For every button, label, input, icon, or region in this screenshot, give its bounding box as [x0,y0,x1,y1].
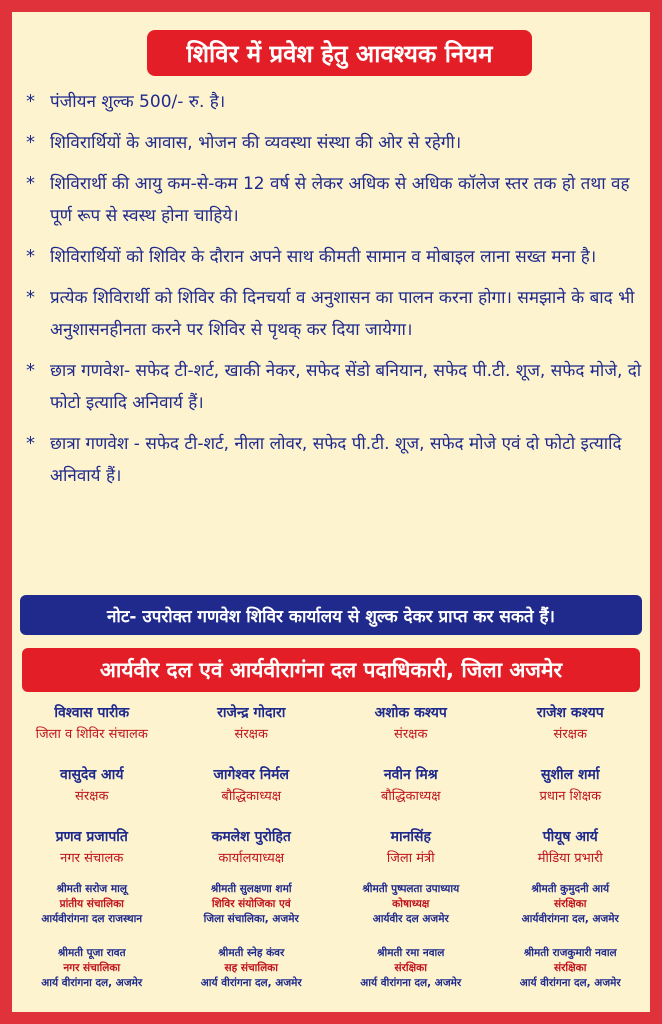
office-bearer [491,702,651,764]
bullet-asterisk-icon: * [26,287,35,308]
women-bearers-grid [12,882,650,1010]
bearer-role: कार्यालयाध्यक्ष [218,851,285,866]
bearer-name: वासुदेव आर्य [60,767,124,783]
bearer-org: आर्य वीरांगना दल, अजमेर [200,977,302,989]
office-bearers-grid [12,702,650,888]
women-bearer [12,946,172,1010]
bearer-role: जिला मंत्री [386,851,435,866]
bearer-name: राजेन्द्र गोदारा [217,705,286,721]
bearer-name: श्रीमती स्नेह कंवर [218,947,285,959]
women-bearer [12,882,172,946]
office-bearer [172,764,332,826]
bearer-name: श्रीमती कुमुदनी आर्य [531,883,610,895]
office-bearer [12,702,172,764]
office-bearers-heading: आर्यवीर दल एवं आर्यवीरागंना दल पदाधिकारी, जिला अजमेर [22,648,640,692]
office-bearer [172,702,332,764]
bearer-org: आर्यवीरांगना दल, अजमेर [521,913,619,925]
bearer-name: राजेश कश्यप [536,705,604,721]
rule-item [22,241,646,273]
office-bearer [331,764,491,826]
office-bearer [172,826,332,888]
bearer-name: जागेश्वर निर्मल [213,767,289,783]
bearer-role: शिविर संयोजिका एवं [211,898,291,910]
bearer-role: नगर संचालक [60,851,124,866]
bearer-role: जिला व शिविर संचालक [35,727,148,742]
bearer-role: संरक्षक [394,727,428,742]
bearer-name: विश्वास पारीक [54,705,130,721]
bearer-role: नगर संचालिका [63,962,121,974]
bullet-asterisk-icon: * [26,132,35,153]
poster [12,12,650,1012]
bearer-org: जिला संचालिका, अजमेर [203,913,299,925]
bearer-role: संरक्षिका [394,962,427,974]
office-bearer [12,826,172,888]
bullet-asterisk-icon: * [26,246,35,267]
bearer-name: पीयूष आर्य [542,829,598,845]
rule-text: शिविरार्थियों को शिविर के दौरान अपने साथ कीमती सामान व मोबाइल लाना सख्त मना है। [50,247,597,267]
bullet-asterisk-icon: * [26,173,35,194]
rule-item [22,168,646,232]
office-bearer [491,826,651,888]
rule-item [22,282,646,346]
bearer-role: संरक्षक [75,789,109,804]
women-bearer [491,882,651,946]
bearer-role: संरक्षक [234,727,268,742]
bearer-name: अशोक कश्यप [374,705,447,721]
bearer-name: सुशील शर्मा [541,767,600,783]
bearer-role: कोषाध्यक्ष [392,898,430,910]
bearer-name: श्रीमती सुलक्षणा शर्मा [210,883,292,895]
bearer-role: संरक्षिका [554,898,587,910]
bullet-asterisk-icon: * [26,91,35,112]
bearer-role: प्रधान शिक्षक [539,789,602,804]
bearer-name: श्रीमती पूजा रावत [57,947,126,959]
bearer-role: संरक्षिका [554,962,587,974]
bearer-org: आर्य वीरांगना दल, अजमेर [41,977,143,989]
bearer-name: श्रीमती सरोज मालू [56,883,127,895]
bearer-name: नवीन मिश्र [383,767,438,783]
rule-text: पंजीयन शुल्क 500/- रु. है। [50,92,226,112]
rule-item [22,355,646,419]
page-title: शिविर में प्रवेश हेतु आवश्यक नियम [147,30,532,76]
women-bearer [331,946,491,1010]
women-bearer [491,946,651,1010]
bearer-role: मीडिया प्रभारी [537,851,603,866]
rule-text: शिविरार्थियों के आवास, भोजन की व्यवस्था संस्था की ओर से रहेगी। [50,133,462,153]
bearer-role: संरक्षक [553,727,587,742]
bearer-role: बौद्धिकाध्यक्ष [221,789,282,804]
bullet-asterisk-icon: * [26,360,35,381]
women-bearer [172,946,332,1010]
rule-item [22,127,646,159]
bearer-name: श्रीमती रमा नवाल [377,947,445,959]
rule-text: छात्रा गणवेश - सफेद टी-शर्ट, नीला लोवर, सफेद पी.टी. शूज, सफेद मोजे एवं दो फोटो इत्यादि अनिवार्य हैं। [50,434,622,486]
rule-text: शिविरार्थी की आयु कम-से-कम 12 वर्ष से लेकर अधिक से अधिक कॉलेज स्तर तक हो तथा वह पूर्ण रूप से स्वस्थ होना चाहिये। [50,174,630,226]
office-bearer [331,826,491,888]
rule-item [22,86,646,118]
bearer-name: श्रीमती पुष्पलता उपाध्याय [362,883,460,895]
bearer-org: आर्यवीर दल अजमेर [372,913,449,925]
bearer-org: आर्य वीरांगना दल, अजमेर [360,977,462,989]
women-bearer [172,882,332,946]
bearer-name: श्रीमती राजकुमारी नवाल [523,947,617,959]
bullet-asterisk-icon: * [26,433,35,454]
bearer-org: आर्यवीरांगना दल राजस्थान [41,913,143,925]
bearer-name: मानसिंह [390,829,431,845]
women-bearer [331,882,491,946]
rule-text: प्रत्येक शिविरार्थी को शिविर की दिनचर्या व अनुशासन का पालन करना होगा। समझाने के बाद भी अनुशासनहीनता करने पर शिविर से पृथक् कर दिया जायेगा। [50,288,635,340]
office-bearer [12,764,172,826]
office-bearer [331,702,491,764]
rules-list [22,86,646,501]
bearer-org: आर्य वीरांगना दल, अजमेर [519,977,621,989]
bearer-name: प्रणव प्रजापति [55,829,128,845]
bearer-name: कमलेश पुरोहित [211,829,291,845]
bearer-role: सह संचालिका [224,962,278,974]
bearer-role: प्रांतीय संचालिका [59,898,124,910]
bearer-role: बौद्धिकाध्यक्ष [380,789,441,804]
rule-item [22,428,646,492]
office-bearer [491,764,651,826]
rule-text: छात्र गणवेश- सफेद टी-शर्ट, खाकी नेकर, सफेद सेंडो बनियान, सफेद पी.टी. शूज, सफेद मोजे, दो फोटो इत्यादि अनिवार्य हैं। [50,361,642,413]
note-banner: नोट- उपरोक्त गणवेश शिविर कार्यालय से शुल्क देकर प्राप्त कर सकते हैं। [20,595,642,635]
